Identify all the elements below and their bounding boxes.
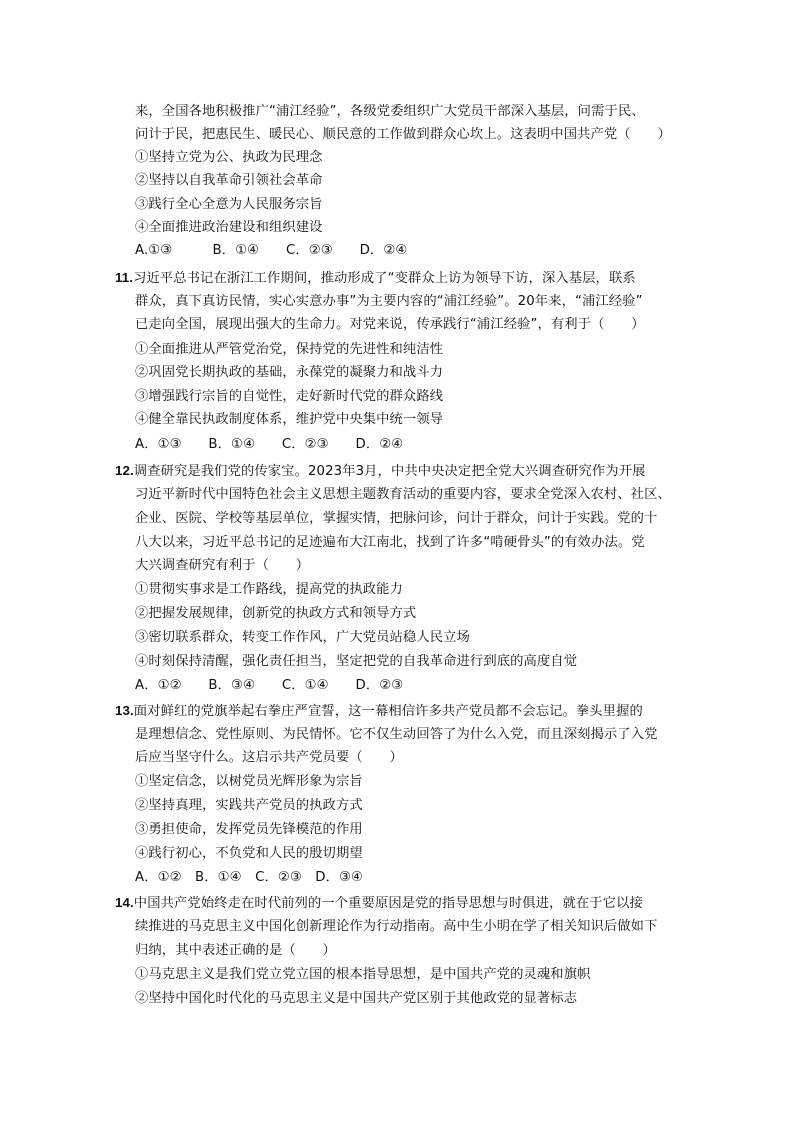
q10-stem-line-1: 来，全国各地积极推广“浦江经验”，各级党委组织广大党员干部深入基层，问需于民、 — [135, 104, 645, 119]
q10-option-1: ①坚持立党为公、执政为民理念 — [135, 150, 323, 165]
q13-stem-line-1: 13.面对鲜红的党旗举起右拳庄严宣誓，这一幕相信许多共产党员都不会忘记。拳头里握的 — [115, 703, 643, 719]
q11-option-4: ④健全靠民执政制度体系，维护党中央集中统一领导 — [135, 412, 444, 427]
q12-option-1: ①贯彻实事求是工作路线，提高党的执政能力 — [135, 582, 403, 597]
q12-option-4: ④时刻保持清醒，强化责任担当，坚定把党的自我革命进行到底的高度自觉 — [135, 654, 578, 669]
q12-stem-line-1: 12.调查研究是我们党的传家宝。2023年3月，中共中央决定把全党大兴调查研究作为开展 — [115, 463, 646, 479]
q11-option-3: ③增强践行宗旨的自觉性，走好新时代党的群众路线 — [135, 389, 444, 404]
q10-option-2: ②坚持以自我革命引领社会革命 — [135, 173, 323, 188]
q12-answer-choices: A．①② B．③④ C．①④ D．②③ — [135, 678, 404, 693]
q13-answer-choices: A．①② B．①④ C．②③ D．③④ — [135, 870, 364, 885]
q11-stem-line-1: 11.习近平总书记在浙江工作期间，推动形成了“变群众上访为领导下访，深入基层，联系 — [115, 270, 636, 286]
q11-answer-choices: A．①③ B．①④ C．②③ D．②④ — [135, 437, 404, 452]
q10-option-3: ③践行全心全意为人民服务宗旨 — [135, 197, 323, 212]
q14-option-2: ②坚持中国化时代化的马克思主义是中国共产党区别于其他政党的显著标志 — [135, 991, 578, 1006]
q13-option-2: ②坚持真理，实践共产党员的执政方式 — [135, 798, 363, 813]
q14-option-1: ①马克思主义是我们党立党立国的根本指导思想，是中国共产党的灵魂和旗帜 — [135, 967, 591, 982]
q12-number: 12. — [115, 463, 134, 478]
q13-option-3: ③勇担使命，发挥党员先锋模范的作用 — [135, 822, 363, 837]
q14-number: 14. — [115, 895, 134, 910]
q13-number: 13. — [115, 703, 134, 718]
q11-option-1: ①全面推进从严管党治党，保持党的先进性和纯洁性 — [135, 342, 444, 357]
q12-option-2: ②把握发展规律，创新党的执政方式和领导方式 — [135, 606, 417, 621]
q13-stem-line-3: 后应当坚守什么。这启示共产党员要（ ） — [135, 750, 403, 765]
q12-stem-line-2: 习近平新时代中国特色社会主义思想主题教育活动的重要内容，要求全党深入农村、社区、 — [135, 487, 671, 502]
q11-option-2: ②巩固党长期执政的基础，永葆党的凝聚力和战斗力 — [135, 365, 444, 380]
q12-stem-line-4: 八大以来，习近平总书记的足迹遍布大江南北，找到了许多“啃硬骨头”的有效办法。党 — [135, 535, 645, 550]
q12-stem-line-3: 企业、医院、学校等基层单位，掌握实情，把脉问诊，问计于群众，问计于实践。党的十 — [135, 511, 658, 526]
q10-stem-line-2: 问计于民，把惠民生、暖民心、顺民意的工作做到群众心坎上。这表明中国共产党（ ） — [135, 127, 671, 142]
q12-stem-line-5: 大兴调查研究有利于（ ） — [135, 558, 310, 573]
q14-stem-line-3: 归纳，其中表述正确的是（ ） — [135, 943, 336, 958]
q10-answer-choices: A.①③ B．①④ C．②③ D．②④ — [135, 243, 408, 258]
q13-stem-line-2: 是理想信念、党性原则、为民情怀。它不仅生动回答了为什么入党，而且深刻揭示了入党 — [135, 727, 658, 742]
q11-stem-line-2: 群众，真下真访民情，实心实意办事”为主要内容的“浦江经验”。20年来，“浦江经验” — [135, 294, 643, 309]
q11-stem-line-3: 已走向全国，展现出强大的生命力。对党来说，传承践行“浦江经验”，有利于（ ） — [135, 317, 645, 332]
q10-option-4: ④全面推进政治建设和组织建设 — [135, 220, 323, 235]
q13-option-1: ①坚定信念，以树党员光辉形象为宗旨 — [135, 774, 363, 789]
q14-stem-line-1: 14.中国共产党始终走在时代前列的一个重要原因是党的指导思想与时俱进，就在于它以接 — [115, 895, 643, 911]
q13-option-4: ④践行初心，不负党和人民的殷切期望 — [135, 846, 363, 861]
q11-number: 11. — [115, 270, 134, 285]
q12-option-3: ③密切联系群众，转变工作作风，广大党员站稳人民立场 — [135, 630, 470, 645]
q14-stem-line-2: 续推进的马克思主义中国化创新理论作为行动指南。高中生小明在学了相关知识后做如下 — [135, 919, 658, 934]
